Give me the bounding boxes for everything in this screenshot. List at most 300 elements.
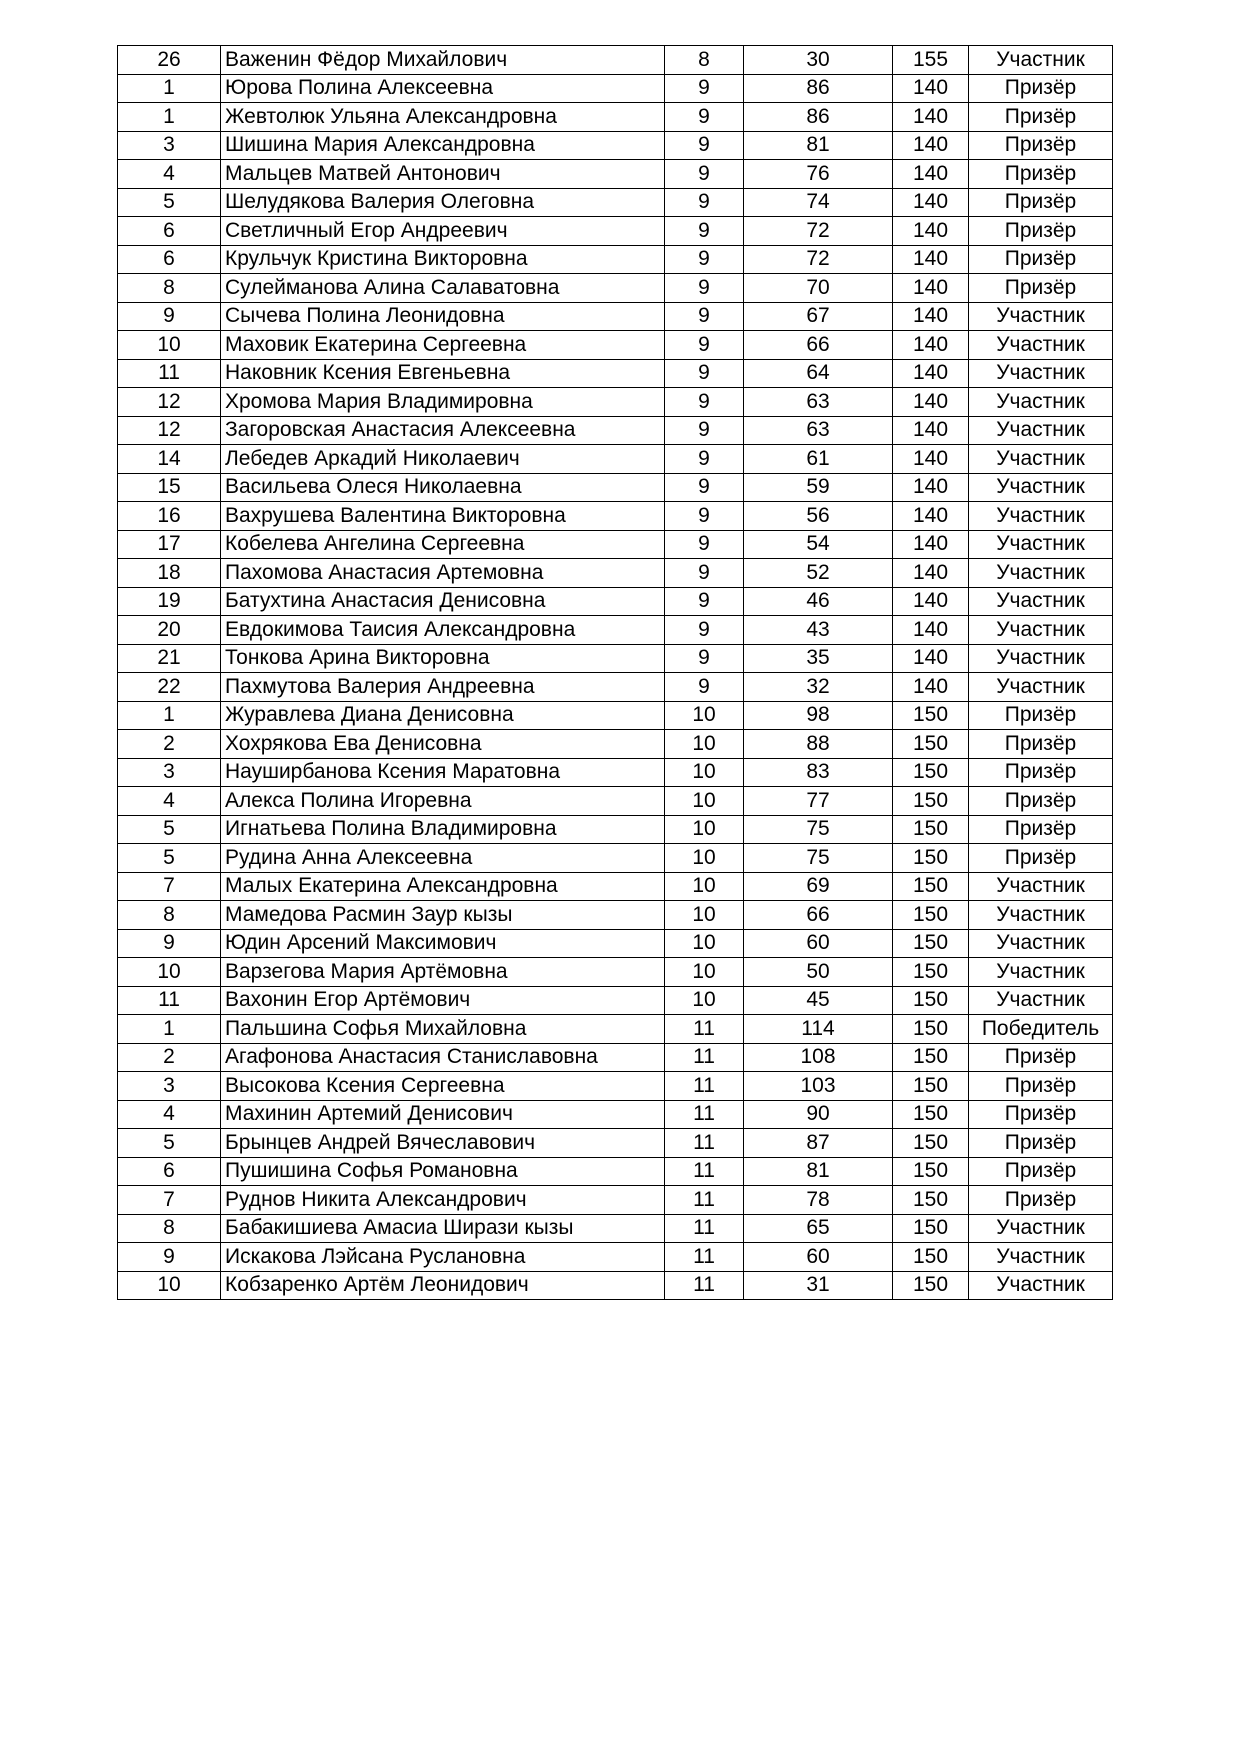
place-cell: 5 (118, 1129, 221, 1158)
place-cell: 4 (118, 787, 221, 816)
name-cell: Высокова Ксения Сергеевна (221, 1072, 665, 1101)
place-cell: 9 (118, 302, 221, 331)
grade-cell: 10 (665, 787, 744, 816)
table-row (118, 673, 1113, 702)
grade-cell: 9 (665, 388, 744, 417)
status-cell: Призёр (969, 1186, 1113, 1215)
grade-cell: 9 (665, 359, 744, 388)
table-row (118, 1186, 1113, 1215)
score-cell: 45 (744, 986, 893, 1015)
score-cell: 76 (744, 160, 893, 189)
score-cell: 60 (744, 1243, 893, 1272)
status-cell: Призёр (969, 1043, 1113, 1072)
status-cell: Призёр (969, 1157, 1113, 1186)
score-cell: 86 (744, 74, 893, 103)
grade-cell: 9 (665, 416, 744, 445)
max-score-cell: 140 (893, 160, 969, 189)
table-row (118, 616, 1113, 645)
status-cell: Участник (969, 986, 1113, 1015)
place-cell: 12 (118, 416, 221, 445)
table-row (118, 730, 1113, 759)
name-cell: Бабакишиева Амасиа Ширази кызы (221, 1214, 665, 1243)
grade-cell: 9 (665, 302, 744, 331)
max-score-cell: 140 (893, 331, 969, 360)
place-cell: 1 (118, 103, 221, 132)
max-score-cell: 140 (893, 131, 969, 160)
score-cell: 114 (744, 1015, 893, 1044)
table-row (118, 1271, 1113, 1300)
table-row (118, 815, 1113, 844)
grade-cell: 10 (665, 730, 744, 759)
name-cell: Пушишина Софья Романовна (221, 1157, 665, 1186)
table-row (118, 359, 1113, 388)
status-cell: Участник (969, 644, 1113, 673)
table-row (118, 758, 1113, 787)
table-row (118, 245, 1113, 274)
grade-cell: 10 (665, 844, 744, 873)
max-score-cell: 140 (893, 388, 969, 417)
place-cell: 10 (118, 958, 221, 987)
max-score-cell: 155 (893, 46, 969, 75)
place-cell: 18 (118, 559, 221, 588)
status-cell: Участник (969, 616, 1113, 645)
place-cell: 4 (118, 160, 221, 189)
max-score-cell: 140 (893, 587, 969, 616)
status-cell: Призёр (969, 787, 1113, 816)
table-row (118, 1214, 1113, 1243)
status-cell: Призёр (969, 1100, 1113, 1129)
status-cell: Участник (969, 1271, 1113, 1300)
grade-cell: 9 (665, 103, 744, 132)
grade-cell: 9 (665, 245, 744, 274)
place-cell: 17 (118, 530, 221, 559)
name-cell: Искакова Лэйсана Руслановна (221, 1243, 665, 1272)
status-cell: Участник (969, 958, 1113, 987)
max-score-cell: 140 (893, 74, 969, 103)
name-cell: Крульчук Кристина Викторовна (221, 245, 665, 274)
status-cell: Призёр (969, 188, 1113, 217)
max-score-cell: 150 (893, 1243, 969, 1272)
grade-cell: 9 (665, 644, 744, 673)
max-score-cell: 150 (893, 901, 969, 930)
name-cell: Наковник Ксения Евгеньевна (221, 359, 665, 388)
name-cell: Махинин Артемий Денисович (221, 1100, 665, 1129)
grade-cell: 9 (665, 673, 744, 702)
place-cell: 8 (118, 901, 221, 930)
place-cell: 6 (118, 1157, 221, 1186)
grade-cell: 10 (665, 929, 744, 958)
grade-cell: 8 (665, 46, 744, 75)
place-cell: 15 (118, 473, 221, 502)
name-cell: Пахомова Анастасия Артемовна (221, 559, 665, 588)
name-cell: Брынцев Андрей Вячеславович (221, 1129, 665, 1158)
max-score-cell: 140 (893, 302, 969, 331)
name-cell: Маховик Екатерина Сергеевна (221, 331, 665, 360)
place-cell: 2 (118, 730, 221, 759)
place-cell: 5 (118, 815, 221, 844)
table-row (118, 274, 1113, 303)
status-cell: Призёр (969, 701, 1113, 730)
name-cell: Мальцев Матвей Антонович (221, 160, 665, 189)
name-cell: Кобелева Ангелина Сергеевна (221, 530, 665, 559)
status-cell: Участник (969, 559, 1113, 588)
max-score-cell: 140 (893, 245, 969, 274)
place-cell: 7 (118, 1186, 221, 1215)
score-cell: 32 (744, 673, 893, 702)
score-cell: 88 (744, 730, 893, 759)
place-cell: 22 (118, 673, 221, 702)
status-cell: Призёр (969, 103, 1113, 132)
max-score-cell: 140 (893, 673, 969, 702)
place-cell: 12 (118, 388, 221, 417)
place-cell: 26 (118, 46, 221, 75)
table-row (118, 473, 1113, 502)
grade-cell: 9 (665, 502, 744, 531)
score-cell: 81 (744, 131, 893, 160)
table-row (118, 1100, 1113, 1129)
table-row (118, 587, 1113, 616)
table-row (118, 445, 1113, 474)
status-cell: Призёр (969, 815, 1113, 844)
status-cell: Участник (969, 359, 1113, 388)
table-row (118, 644, 1113, 673)
place-cell: 6 (118, 245, 221, 274)
score-cell: 54 (744, 530, 893, 559)
status-cell: Победитель (969, 1015, 1113, 1044)
score-cell: 61 (744, 445, 893, 474)
status-cell: Призёр (969, 1072, 1113, 1101)
max-score-cell: 150 (893, 758, 969, 787)
score-cell: 63 (744, 388, 893, 417)
grade-cell: 11 (665, 1157, 744, 1186)
place-cell: 5 (118, 188, 221, 217)
table-row (118, 1243, 1113, 1272)
max-score-cell: 150 (893, 958, 969, 987)
score-cell: 50 (744, 958, 893, 987)
status-cell: Участник (969, 872, 1113, 901)
max-score-cell: 150 (893, 1271, 969, 1300)
score-cell: 83 (744, 758, 893, 787)
name-cell: Шелудякова Валерия Олеговна (221, 188, 665, 217)
score-cell: 31 (744, 1271, 893, 1300)
max-score-cell: 140 (893, 217, 969, 246)
name-cell: Жевтолюк Ульяна Александровна (221, 103, 665, 132)
max-score-cell: 140 (893, 473, 969, 502)
grade-cell: 11 (665, 1043, 744, 1072)
score-cell: 52 (744, 559, 893, 588)
grade-cell: 9 (665, 530, 744, 559)
table-row (118, 559, 1113, 588)
table-row (118, 1157, 1113, 1186)
place-cell: 4 (118, 1100, 221, 1129)
max-score-cell: 150 (893, 844, 969, 873)
table-row (118, 787, 1113, 816)
max-score-cell: 150 (893, 1186, 969, 1215)
grade-cell: 9 (665, 274, 744, 303)
table-row (118, 188, 1113, 217)
place-cell: 9 (118, 929, 221, 958)
place-cell: 21 (118, 644, 221, 673)
max-score-cell: 150 (893, 1157, 969, 1186)
table-row (118, 502, 1113, 531)
name-cell: Вахонин Егор Артёмович (221, 986, 665, 1015)
place-cell: 16 (118, 502, 221, 531)
name-cell: Рудина Анна Алексеевна (221, 844, 665, 873)
grade-cell: 9 (665, 559, 744, 588)
score-cell: 108 (744, 1043, 893, 1072)
max-score-cell: 150 (893, 929, 969, 958)
name-cell: Алекса Полина Игоревна (221, 787, 665, 816)
table-row (118, 131, 1113, 160)
grade-cell: 11 (665, 1129, 744, 1158)
score-cell: 90 (744, 1100, 893, 1129)
max-score-cell: 140 (893, 644, 969, 673)
grade-cell: 10 (665, 872, 744, 901)
name-cell: Вахрушева Валентина Викторовна (221, 502, 665, 531)
grade-cell: 9 (665, 160, 744, 189)
status-cell: Участник (969, 445, 1113, 474)
grade-cell: 10 (665, 701, 744, 730)
name-cell: Хохрякова Ева Денисовна (221, 730, 665, 759)
grade-cell: 11 (665, 1271, 744, 1300)
score-cell: 59 (744, 473, 893, 502)
table-row (118, 929, 1113, 958)
grade-cell: 10 (665, 986, 744, 1015)
score-cell: 98 (744, 701, 893, 730)
score-cell: 72 (744, 245, 893, 274)
score-cell: 66 (744, 331, 893, 360)
status-cell: Участник (969, 929, 1113, 958)
grade-cell: 11 (665, 1186, 744, 1215)
name-cell: Загоровская Анастасия Алексеевна (221, 416, 665, 445)
score-cell: 75 (744, 815, 893, 844)
name-cell: Пахмутова Валерия Андреевна (221, 673, 665, 702)
score-cell: 35 (744, 644, 893, 673)
place-cell: 8 (118, 274, 221, 303)
score-cell: 74 (744, 188, 893, 217)
status-cell: Призёр (969, 160, 1113, 189)
score-cell: 87 (744, 1129, 893, 1158)
name-cell: Варзегова Мария Артёмовна (221, 958, 665, 987)
grade-cell: 10 (665, 815, 744, 844)
max-score-cell: 150 (893, 815, 969, 844)
max-score-cell: 150 (893, 1100, 969, 1129)
place-cell: 7 (118, 872, 221, 901)
place-cell: 14 (118, 445, 221, 474)
table-row (118, 388, 1113, 417)
status-cell: Призёр (969, 217, 1113, 246)
table-row (118, 74, 1113, 103)
table-row (118, 1129, 1113, 1158)
place-cell: 1 (118, 74, 221, 103)
score-cell: 43 (744, 616, 893, 645)
name-cell: Руднов Никита Александрович (221, 1186, 665, 1215)
table-row (118, 416, 1113, 445)
max-score-cell: 150 (893, 1214, 969, 1243)
grade-cell: 11 (665, 1072, 744, 1101)
name-cell: Батухтина Анастасия Денисовна (221, 587, 665, 616)
place-cell: 11 (118, 359, 221, 388)
results-table (117, 45, 1113, 1300)
place-cell: 11 (118, 986, 221, 1015)
grade-cell: 9 (665, 74, 744, 103)
score-cell: 75 (744, 844, 893, 873)
place-cell: 20 (118, 616, 221, 645)
status-cell: Участник (969, 587, 1113, 616)
grade-cell: 9 (665, 473, 744, 502)
score-cell: 66 (744, 901, 893, 930)
place-cell: 5 (118, 844, 221, 873)
grade-cell: 11 (665, 1214, 744, 1243)
score-cell: 63 (744, 416, 893, 445)
name-cell: Пальшина Софья Михайловна (221, 1015, 665, 1044)
max-score-cell: 150 (893, 1015, 969, 1044)
max-score-cell: 150 (893, 701, 969, 730)
score-cell: 65 (744, 1214, 893, 1243)
table-row (118, 103, 1113, 132)
grade-cell: 10 (665, 958, 744, 987)
name-cell: Юдин Арсений Максимович (221, 929, 665, 958)
status-cell: Участник (969, 46, 1113, 75)
max-score-cell: 150 (893, 1043, 969, 1072)
place-cell: 3 (118, 1072, 221, 1101)
place-cell: 3 (118, 758, 221, 787)
max-score-cell: 150 (893, 1129, 969, 1158)
table-row (118, 331, 1113, 360)
max-score-cell: 140 (893, 103, 969, 132)
grade-cell: 9 (665, 217, 744, 246)
max-score-cell: 140 (893, 530, 969, 559)
name-cell: Лебедев Аркадий Николаевич (221, 445, 665, 474)
name-cell: Шишина Мария Александровна (221, 131, 665, 160)
score-cell: 67 (744, 302, 893, 331)
max-score-cell: 140 (893, 616, 969, 645)
score-cell: 72 (744, 217, 893, 246)
max-score-cell: 150 (893, 986, 969, 1015)
place-cell: 10 (118, 331, 221, 360)
status-cell: Участник (969, 1243, 1113, 1272)
table-row (118, 46, 1113, 75)
status-cell: Участник (969, 473, 1113, 502)
name-cell: Важенин Фёдор Михайлович (221, 46, 665, 75)
name-cell: Агафонова Анастасия Станиславовна (221, 1043, 665, 1072)
place-cell: 2 (118, 1043, 221, 1072)
status-cell: Призёр (969, 758, 1113, 787)
grade-cell: 9 (665, 445, 744, 474)
score-cell: 70 (744, 274, 893, 303)
place-cell: 1 (118, 1015, 221, 1044)
grade-cell: 11 (665, 1100, 744, 1129)
max-score-cell: 150 (893, 1072, 969, 1101)
grade-cell: 9 (665, 131, 744, 160)
score-cell: 78 (744, 1186, 893, 1215)
name-cell: Светличный Егор Андреевич (221, 217, 665, 246)
status-cell: Призёр (969, 730, 1113, 759)
place-cell: 8 (118, 1214, 221, 1243)
status-cell: Участник (969, 302, 1113, 331)
grade-cell: 10 (665, 901, 744, 930)
table-row (118, 901, 1113, 930)
max-score-cell: 150 (893, 872, 969, 901)
grade-cell: 11 (665, 1243, 744, 1272)
max-score-cell: 140 (893, 502, 969, 531)
status-cell: Призёр (969, 1129, 1113, 1158)
name-cell: Тонкова Арина Викторовна (221, 644, 665, 673)
table-row (118, 1043, 1113, 1072)
score-cell: 46 (744, 587, 893, 616)
name-cell: Журавлева Диана Денисовна (221, 701, 665, 730)
score-cell: 60 (744, 929, 893, 958)
name-cell: Хромова Мария Владимировна (221, 388, 665, 417)
status-cell: Призёр (969, 74, 1113, 103)
table-row (118, 160, 1113, 189)
score-cell: 69 (744, 872, 893, 901)
place-cell: 6 (118, 217, 221, 246)
grade-cell: 11 (665, 1015, 744, 1044)
score-cell: 56 (744, 502, 893, 531)
score-cell: 81 (744, 1157, 893, 1186)
status-cell: Призёр (969, 844, 1113, 873)
table-row (118, 844, 1113, 873)
status-cell: Призёр (969, 131, 1113, 160)
grade-cell: 9 (665, 587, 744, 616)
score-cell: 77 (744, 787, 893, 816)
grade-cell: 10 (665, 758, 744, 787)
place-cell: 9 (118, 1243, 221, 1272)
name-cell: Сычева Полина Леонидовна (221, 302, 665, 331)
status-cell: Участник (969, 901, 1113, 930)
score-cell: 103 (744, 1072, 893, 1101)
score-cell: 30 (744, 46, 893, 75)
status-cell: Участник (969, 416, 1113, 445)
table-row (118, 986, 1113, 1015)
place-cell: 1 (118, 701, 221, 730)
grade-cell: 9 (665, 616, 744, 645)
max-score-cell: 150 (893, 787, 969, 816)
max-score-cell: 140 (893, 274, 969, 303)
place-cell: 10 (118, 1271, 221, 1300)
name-cell: Мамедова Расмин Заур кызы (221, 901, 665, 930)
table-row (118, 1015, 1113, 1044)
name-cell: Евдокимова Таисия Александровна (221, 616, 665, 645)
table-row (118, 530, 1113, 559)
table-row (118, 302, 1113, 331)
max-score-cell: 140 (893, 559, 969, 588)
name-cell: Малых Екатерина Александровна (221, 872, 665, 901)
name-cell: Игнатьева Полина Владимировна (221, 815, 665, 844)
place-cell: 3 (118, 131, 221, 160)
name-cell: Васильева Олеся Николаевна (221, 473, 665, 502)
status-cell: Призёр (969, 274, 1113, 303)
grade-cell: 9 (665, 188, 744, 217)
name-cell: Сулейманова Алина Салаватовна (221, 274, 665, 303)
score-cell: 86 (744, 103, 893, 132)
table-row (118, 958, 1113, 987)
max-score-cell: 140 (893, 188, 969, 217)
name-cell: Науширбанова Ксения Маратовна (221, 758, 665, 787)
status-cell: Участник (969, 331, 1113, 360)
status-cell: Участник (969, 388, 1113, 417)
status-cell: Участник (969, 502, 1113, 531)
table-row (118, 701, 1113, 730)
place-cell: 19 (118, 587, 221, 616)
name-cell: Кобзаренко Артём Леонидович (221, 1271, 665, 1300)
table-row (118, 217, 1113, 246)
max-score-cell: 140 (893, 445, 969, 474)
name-cell: Юрова Полина Алексеевна (221, 74, 665, 103)
grade-cell: 9 (665, 331, 744, 360)
max-score-cell: 140 (893, 416, 969, 445)
